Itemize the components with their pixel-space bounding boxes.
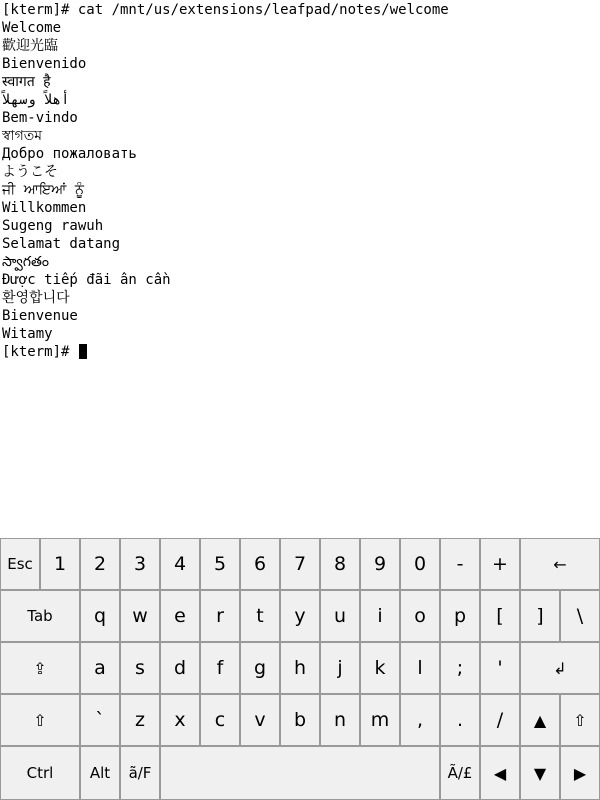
key-slash[interactable] <box>480 694 520 746</box>
key-accent-layer[interactable] <box>120 746 160 800</box>
key-o[interactable] <box>400 590 440 642</box>
key-label: g <box>253 657 267 679</box>
key-t[interactable] <box>240 590 280 642</box>
key-r[interactable] <box>200 590 240 642</box>
key-label: + <box>492 553 508 575</box>
key-z[interactable] <box>120 694 160 746</box>
key-5[interactable] <box>200 538 240 590</box>
key-label: y <box>294 605 306 627</box>
terminal-output-line: Witamy <box>2 326 53 342</box>
onscreen-keyboard <box>0 538 600 800</box>
key-label: ] <box>536 605 544 627</box>
key-label: Tab <box>27 607 53 625</box>
key-2[interactable] <box>80 538 120 590</box>
key-label: / <box>496 709 504 731</box>
key-label: 0 <box>413 553 427 575</box>
terminal-command-line: [kterm]# cat /mnt/us/extensions/leafpad/notes/welcome <box>2 2 449 18</box>
key-shift-left[interactable] <box>0 694 80 746</box>
key-label: e <box>174 605 186 627</box>
key-label: ; <box>456 657 464 679</box>
key-label: ã/F <box>128 764 152 782</box>
key-j[interactable] <box>320 642 360 694</box>
key-label: h <box>293 657 307 679</box>
key-label: d <box>173 657 187 679</box>
terminal-output-line: ようこそ <box>2 164 58 180</box>
key-arrow-left[interactable] <box>480 746 520 800</box>
key-label: k <box>374 657 386 679</box>
key-period[interactable] <box>440 694 480 746</box>
key-label: z <box>135 709 145 731</box>
key-label: l <box>417 657 423 679</box>
key-h[interactable] <box>280 642 320 694</box>
key-comma[interactable] <box>400 694 440 746</box>
enter-icon: ↲ <box>553 658 567 678</box>
key-6[interactable] <box>240 538 280 590</box>
key-label: f <box>216 657 224 679</box>
backspace-arrow-icon: ← <box>553 554 567 574</box>
key-label: Ctrl <box>26 764 54 782</box>
terminal-output-line: أهلاً وسهلاً <box>2 92 70 108</box>
key-b[interactable] <box>280 694 320 746</box>
terminal-output-line: स्वागत है <box>2 74 51 90</box>
key-q[interactable] <box>80 590 120 642</box>
key-label: Alt <box>89 764 111 782</box>
key-8[interactable] <box>320 538 360 590</box>
key-label: [ <box>496 605 504 627</box>
key-minus[interactable] <box>440 538 480 590</box>
key-p[interactable] <box>440 590 480 642</box>
key-enter[interactable] <box>520 642 600 694</box>
key-label: 7 <box>293 553 307 575</box>
terminal-output-line: Добро пожаловать <box>2 146 137 162</box>
key-left-bracket[interactable] <box>480 590 520 642</box>
key-label: 5 <box>213 553 227 575</box>
key-label: Esc <box>7 555 33 573</box>
key-label: 8 <box>333 553 347 575</box>
caps-lock-icon: ⇪ <box>33 658 47 678</box>
key-tab[interactable] <box>0 590 80 642</box>
key-alt[interactable] <box>80 746 120 800</box>
key-esc[interactable] <box>0 538 40 590</box>
key-arrow-right[interactable] <box>560 746 600 800</box>
key-s[interactable] <box>120 642 160 694</box>
key-label: p <box>453 605 467 627</box>
key-a[interactable] <box>80 642 120 694</box>
key-l[interactable] <box>400 642 440 694</box>
key-3[interactable] <box>120 538 160 590</box>
key-backslash[interactable] <box>560 590 600 642</box>
key-w[interactable] <box>120 590 160 642</box>
key-label: - <box>456 553 464 575</box>
key-label: w <box>132 605 148 627</box>
key-n[interactable] <box>320 694 360 746</box>
key-label: j <box>337 657 343 679</box>
key-arrow-down[interactable] <box>520 746 560 800</box>
key-label: \ <box>576 605 584 627</box>
terminal-output-line: Selamat datang <box>2 236 121 252</box>
key-plus[interactable] <box>480 538 520 590</box>
key-label: i <box>377 605 383 627</box>
terminal-output-line: 歡迎光臨 <box>2 38 58 54</box>
terminal-output-line: ਜੀ ਆਇਆਂ ਨੂੰ <box>2 182 84 198</box>
key-backspace[interactable] <box>520 538 600 590</box>
terminal-output-line: Bienvenue <box>2 308 78 324</box>
terminal-output-line: 환영합니다 <box>2 290 70 306</box>
key-7[interactable] <box>280 538 320 590</box>
key-i[interactable] <box>360 590 400 642</box>
terminal-prompt-line <box>2 343 87 361</box>
arrow-down-icon: ▼ <box>533 763 547 783</box>
key-backtick[interactable] <box>80 694 120 746</box>
key-label: 6 <box>253 553 267 575</box>
arrow-right-icon: ▶ <box>573 763 587 783</box>
key-label: b <box>293 709 307 731</box>
key-space[interactable] <box>160 746 440 800</box>
key-right-bracket[interactable] <box>520 590 560 642</box>
key-c[interactable] <box>200 694 240 746</box>
key-f[interactable] <box>200 642 240 694</box>
key-label: . <box>456 709 464 731</box>
key-label: t <box>256 605 264 627</box>
arrow-up-icon: ▲ <box>533 710 547 730</box>
key-0[interactable] <box>400 538 440 590</box>
key-symbol-layer[interactable] <box>440 746 480 800</box>
terminal-output-line: Bem-vindo <box>2 110 78 126</box>
key-ctrl[interactable] <box>0 746 80 800</box>
terminal-cursor <box>79 344 87 359</box>
key-u[interactable] <box>320 590 360 642</box>
key-caps-lock[interactable] <box>0 642 80 694</box>
terminal-prompt: [kterm]# <box>2 344 78 360</box>
key-label: 9 <box>373 553 387 575</box>
shift-icon: ⇧ <box>573 710 587 730</box>
key-label: s <box>135 657 145 679</box>
key-k[interactable] <box>360 642 400 694</box>
key-1[interactable] <box>40 538 80 590</box>
key-d[interactable] <box>160 642 200 694</box>
key-e[interactable] <box>160 590 200 642</box>
terminal-output-line: Được tiếp đãi ân cần <box>2 272 171 288</box>
key-label: Ã/£ <box>447 764 473 782</box>
key-label: q <box>93 605 107 627</box>
arrow-left-icon: ◀ <box>493 763 507 783</box>
key-label: a <box>94 657 106 679</box>
key-label: v <box>254 709 266 731</box>
key-apostrophe[interactable] <box>480 642 520 694</box>
key-label: 3 <box>133 553 147 575</box>
terminal-output-line: Sugeng rawuh <box>2 218 104 234</box>
terminal-output-line: Bienvenido <box>2 56 87 72</box>
key-shift-right[interactable] <box>560 694 600 746</box>
key-m[interactable] <box>360 694 400 746</box>
key-label: ` <box>95 709 105 731</box>
terminal-output-line: స్వాగతం <box>2 254 49 270</box>
key-g[interactable] <box>240 642 280 694</box>
key-label: 1 <box>53 553 67 575</box>
key-x[interactable] <box>160 694 200 746</box>
key-semicolon[interactable] <box>440 642 480 694</box>
key-v[interactable] <box>240 694 280 746</box>
terminal-output-line: Welcome <box>2 20 62 36</box>
key-4[interactable] <box>160 538 200 590</box>
key-label: c <box>214 709 226 731</box>
key-label: 4 <box>173 553 187 575</box>
key-label: u <box>333 605 347 627</box>
terminal-output-line: স্বাগতম <box>2 128 43 144</box>
key-label: m <box>370 709 390 731</box>
key-9[interactable] <box>360 538 400 590</box>
key-arrow-up[interactable] <box>520 694 560 746</box>
key-label: n <box>333 709 347 731</box>
key-label: r <box>216 605 224 627</box>
terminal-output-line: Willkommen <box>2 200 87 216</box>
key-label: ' <box>497 657 503 679</box>
key-label: x <box>174 709 186 731</box>
key-label: , <box>416 709 424 731</box>
key-y[interactable] <box>280 590 320 642</box>
key-label: o <box>414 605 426 627</box>
shift-icon: ⇧ <box>33 710 47 730</box>
key-label: 2 <box>93 553 107 575</box>
